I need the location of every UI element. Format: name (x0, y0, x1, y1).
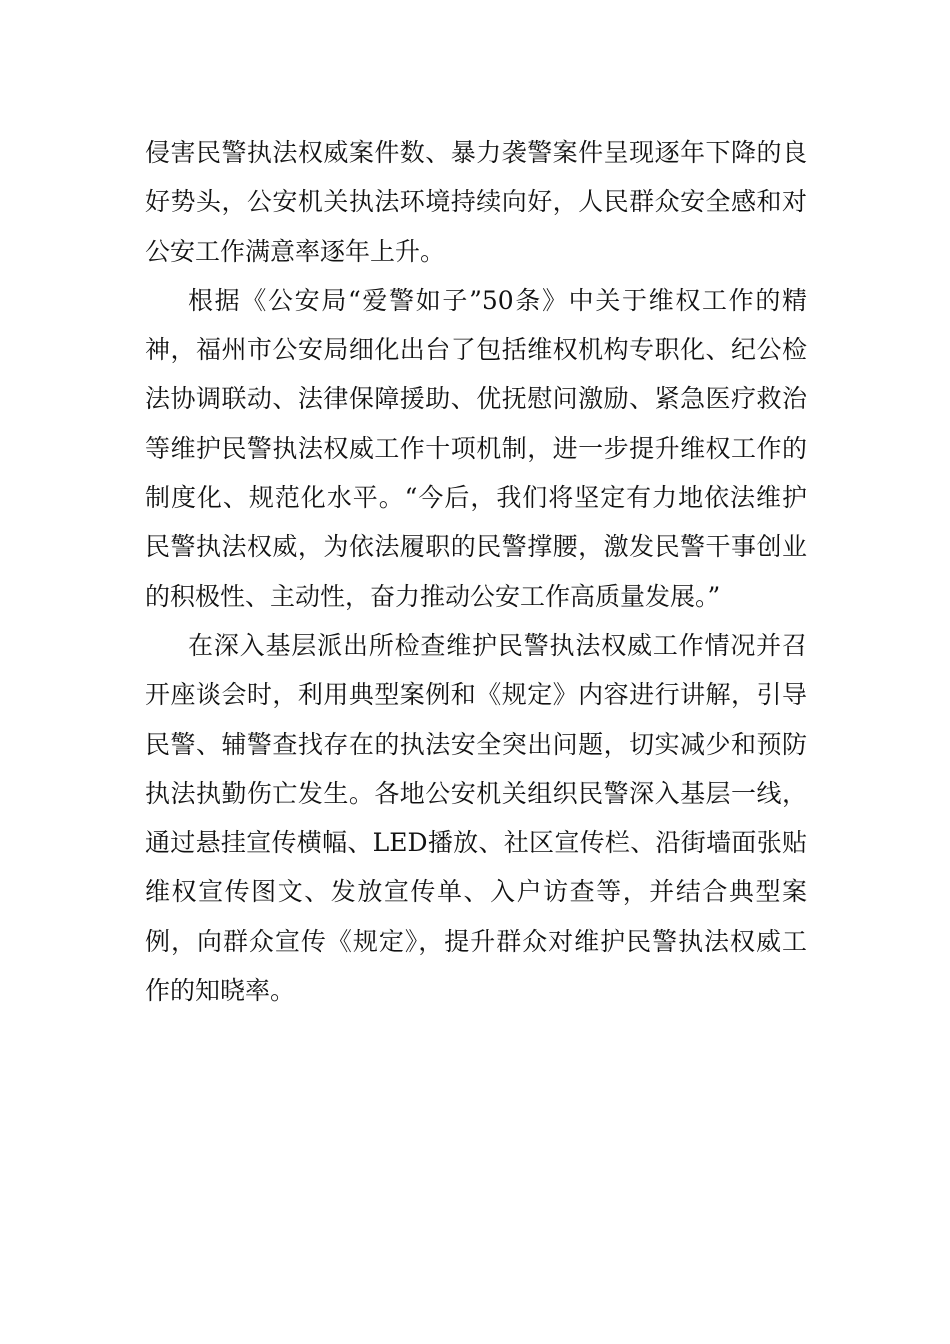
paragraph-3: 在深入基层派出所检查维护民警执法权威工作情况并召开座谈会时，利用典型案例和《规定》内容进行讲解，引导民警、辅警查找存在的执法安全突出问题，切实减少和预防执法执勤伤亡发生。各地公安机关组织民警深入基层一线，通过悬挂宣传横幅、LED播放、社区宣传栏、沿街墙面张贴维权宣传图文、发放宣传单、入户访查等，并结合典型案例，向群众宣传《规定》，提升群众对维护民警执法权威工作的知晓率。 (145, 630, 807, 1006)
document-body (145, 128, 807, 1015)
paragraph-2: 根据《公安局“爱警如子”50条》中关于维权工作的精神，福州市公安局细化出台了包括维权机构专职化、纪公检法协调联动、法律保障援助、优抚慰问激励、紧急医疗救治等维护民警执法权威工作十项机制，进一步提升维权工作的制度化、规范化水平。“今后，我们将坚定有力地依法维护民警执法权威，为依法履职的民警撑腰，激发民警干事创业的积极性、主动性，奋力推动公安工作高质量发展。” (145, 285, 807, 611)
paragraph-1: 侵害民警执法权威案件数、暴力袭警案件呈现逐年下降的良好势头，公安机关执法环境持续向好，人民群众安全感和对公安工作满意率逐年上升。 (145, 138, 807, 266)
